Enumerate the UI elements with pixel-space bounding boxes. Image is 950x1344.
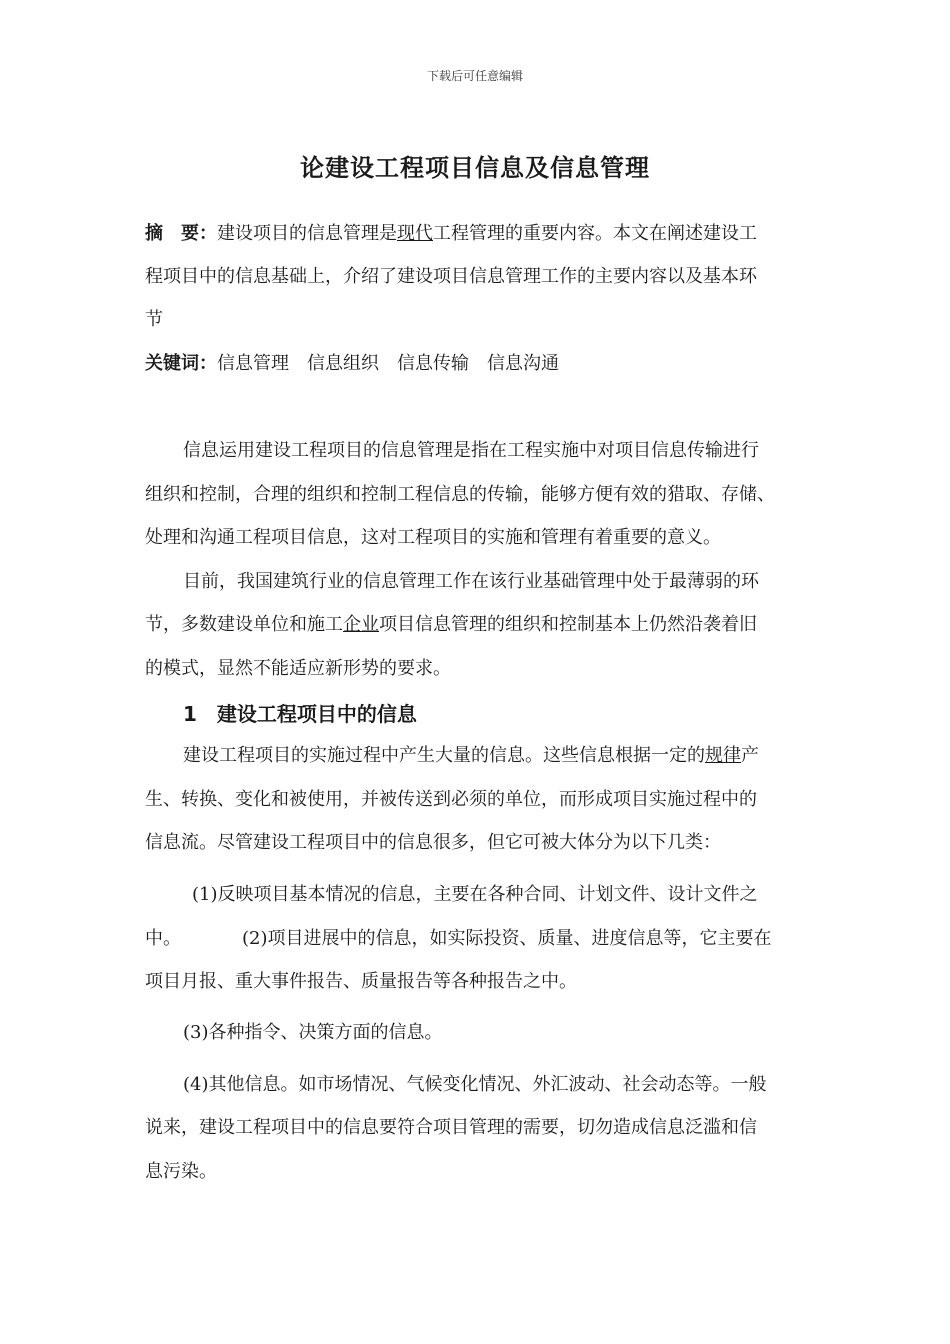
section1-text-1b: 产 xyxy=(741,745,759,766)
keywords-label: 关键词： xyxy=(145,353,217,374)
intro-p2-text-2a: 节，多数建设单位和施工 xyxy=(145,614,343,635)
link-rule[interactable]: 规律 xyxy=(705,745,741,766)
section1-text-1a: 建设工程项目的实施过程中产生大量的信息。这些信息根据一定的 xyxy=(183,745,705,766)
section-1-heading: 1 建设工程项目中的信息 xyxy=(183,702,417,726)
abstract-line-3: 节 xyxy=(145,309,163,330)
abstract-line-2: 程项目中的信息基础上，介绍了建设项目信息管理工作的主要内容以及基本环 xyxy=(145,266,757,287)
intro-p2-text-2b: 项目信息管理的组织和控制基本上仍然沿袭着旧 xyxy=(379,614,757,635)
document-title: 论建设工程项目信息及信息管理 xyxy=(300,154,650,182)
keywords-line xyxy=(145,349,559,375)
intro-p1-line-3: 处理和沟通工程项目信息，这对工程项目的实施和管理有着重要的意义。 xyxy=(145,527,721,548)
abstract-label: 摘 要： xyxy=(145,223,217,244)
item-4-line-1: (4)其他信息。如市场情况、气候变化情况、外汇波动、社会动态等。一般 xyxy=(183,1074,767,1095)
section1-p1-line-1 xyxy=(183,741,759,767)
item-1-end: 中。 xyxy=(145,928,181,949)
link-modern[interactable]: 现代 xyxy=(397,223,433,244)
intro-p2-line-3: 的模式，显然不能适应新形势的要求。 xyxy=(145,658,451,679)
abstract-text-1b: 工程管理的重要内容。本文在阐述建设工 xyxy=(433,223,757,244)
section1-p1-line-2: 生、转换、变化和被使用，并被传送到必须的单位，而形成项目实施过程中的 xyxy=(145,789,757,810)
intro-p2-line-2 xyxy=(145,610,757,636)
keywords-items: 信息管理 信息组织 信息传输 信息沟通 xyxy=(217,353,559,374)
item-4-line-3: 息污染。 xyxy=(145,1161,217,1182)
item-2-line-1: (2)项目进展中的信息，如实际投资、质量、进度信息等，它主要在 xyxy=(242,928,772,949)
intro-p1-line-2: 组织和控制，合理的组织和控制工程信息的传输，能够方便有效的猎取、存储、 xyxy=(145,484,775,505)
intro-p2-line-1: 目前，我国建筑行业的信息管理工作在该行业基础管理中处于最薄弱的环 xyxy=(183,571,759,592)
section1-p1-line-3: 信息流。尽管建设工程项目中的信息很多，但它可被大体分为以下几类： xyxy=(145,832,721,853)
item-1-line-1: (1)反映项目基本情况的信息，主要在各种合同、计划文件、设计文件之 xyxy=(192,884,758,905)
item-4-line-2: 说来，建设工程项目中的信息要符合项目管理的需要，切勿造成信息泛滥和信 xyxy=(145,1117,757,1138)
abstract-text-1a: 建设项目的信息管理是 xyxy=(217,223,397,244)
item-3: (3)各种指令、决策方面的信息。 xyxy=(183,1022,443,1043)
item-1-line-2 xyxy=(145,924,181,950)
abstract-line-1 xyxy=(145,219,757,245)
link-enterprise[interactable]: 企业 xyxy=(343,614,379,635)
item-2-line-2: 项目月报、重大事件报告、质量报告等各种报告之中。 xyxy=(145,971,577,992)
page-header-note: 下载后可任意编辑 xyxy=(426,69,523,83)
intro-p1-line-1: 信息运用建设工程项目的信息管理是指在工程实施中对项目信息传输进行 xyxy=(183,440,759,461)
